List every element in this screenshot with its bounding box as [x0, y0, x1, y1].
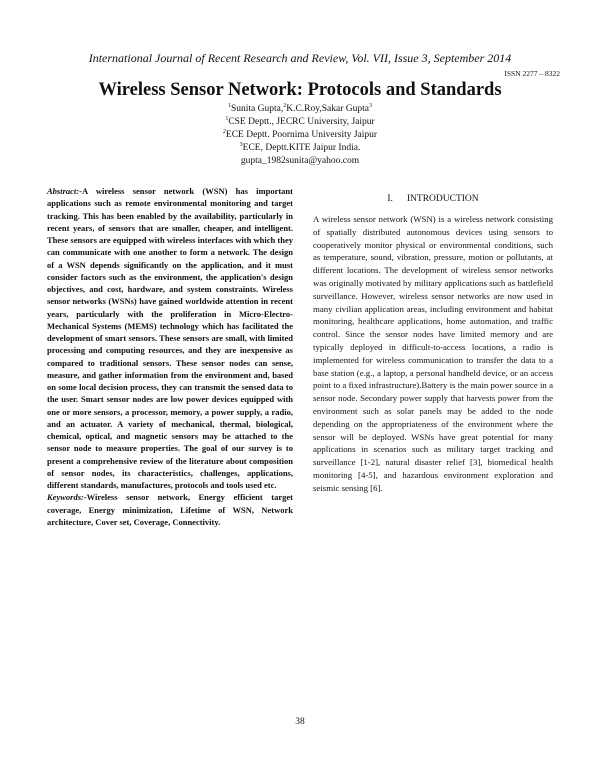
paper-title: Wireless Sensor Network: Protocols and Standards: [98, 80, 502, 100]
journal-header: International Journal of Recent Research and Review, Vol. VII, Issue 3, September 2014: [88, 51, 512, 65]
section-title: INTRODUCTION: [406, 194, 479, 204]
author-email: gupta_1982sunita@yahoo.com: [240, 156, 360, 166]
keywords-text: Wireless sensor network, Energy efficient target coverage, Energy minimization, Lifetime of WSN, Network architecture, Cover set, Coverage, Connectivity.: [47, 492, 293, 527]
affiliation-3: $^3$ECE, Deptt.KITE Jaipur India.: [239, 141, 361, 153]
keywords-label: Keywords:-: [47, 492, 87, 503]
section-number: I.: [387, 194, 393, 204]
issn-label: ISSN 2277 – 8322: [504, 69, 560, 78]
keywords: [47, 491, 293, 528]
section-heading: [313, 193, 553, 205]
affiliation-2: $^2$ECE Deptt. Poornima University Jaipur: [222, 128, 378, 140]
page-number: 38: [295, 717, 305, 727]
abstract: [47, 185, 293, 491]
author-block: [0, 103, 600, 168]
right-column: [313, 193, 553, 495]
left-column: [47, 185, 293, 528]
author-names: $^1$Sunita Gupta,$^2$K.C.Roy,Sakar Gupta$^3$: [227, 102, 372, 114]
abstract-text: A wireless sensor network (WSN) has important applications such as remote environmental monitoring and target tracking. This has been enabled by the availability, particularly in recent years, of sensors that are smaller, cheaper, and intelligent. These sensors are equipped with wireless interfaces with which they can communicate with one another to form a network. The design of a WSN depends significantly on the application, and it must consider factors such as the environment, the application's design objectives, and cost, hardware, and system constraints. Wireless sensor networks (WSNs) have gained worldwide attention in recent years, particularly with the proliferation in Micro-Electro-Mechanical Systems (MEMS) technology which has facilitated the development of smart sensors. These sensors are small, with limited processing and computing resources, and they are inexpensive as compared to traditional sensors. These sensor nodes can sense, measure, and gather information from the environment and, based on some local decision process, they can transmit the sensed data to the user. Smart sensor nodes are low power devices equipped with one or more sensors, a processor, memory, a power supply, a radio, and an actuator. A variety of mechanical, thermal, biological, chemical, optical, and magnetic sensors may be attached to the sensor node to measure properties. The goal of our survey is to present a comprehensive review of the literature about composition of sensor nodes, its characteristics, challenges, applications, different standards, manufactures, protocols and tools used etc.: [47, 186, 293, 490]
abstract-label: Abstract:-: [47, 186, 82, 196]
affiliation-1: $^1$CSE Deptt., JECRC University, Jaipur: [225, 115, 375, 127]
introduction-text: A wireless sensor network (WSN) is a wireless network consisting of spatially distributed autonomous devices using sensors to cooperatively monitor physical or environmental conditions, such as temperature, sound, vibration, pressure, motion or pollutants, at different locations. The development of wireless sensor networks was originally motivated by military applications such as battlefield surveillance. However, wireless sensor networks are now used in many civilian application areas, including environment and habitat monitoring, healthcare applications, home automation, and traffic control. Since the sensor nodes have limited memory and are typically deployed in difficult-to-access locations, a radio is implemented for wireless communication to transfer the data to a base station (e.g., a laptop, a personal handheld device, or an access point to a fixed infrastructure).Battery is the main power source in a sensor node. Secondary power supply that harvests power from the environment such as solar panels may be added to the node depending on the appropriateness of the environment where the sensor will be deployed. WSNs have great potential for many applications in scenarios such as military target tracking and surveillance [1-2], natural disaster relief [3], biomedical health monitoring [4-5], and hazardous environment exploration and seismic sensing [6].: [313, 214, 553, 493]
